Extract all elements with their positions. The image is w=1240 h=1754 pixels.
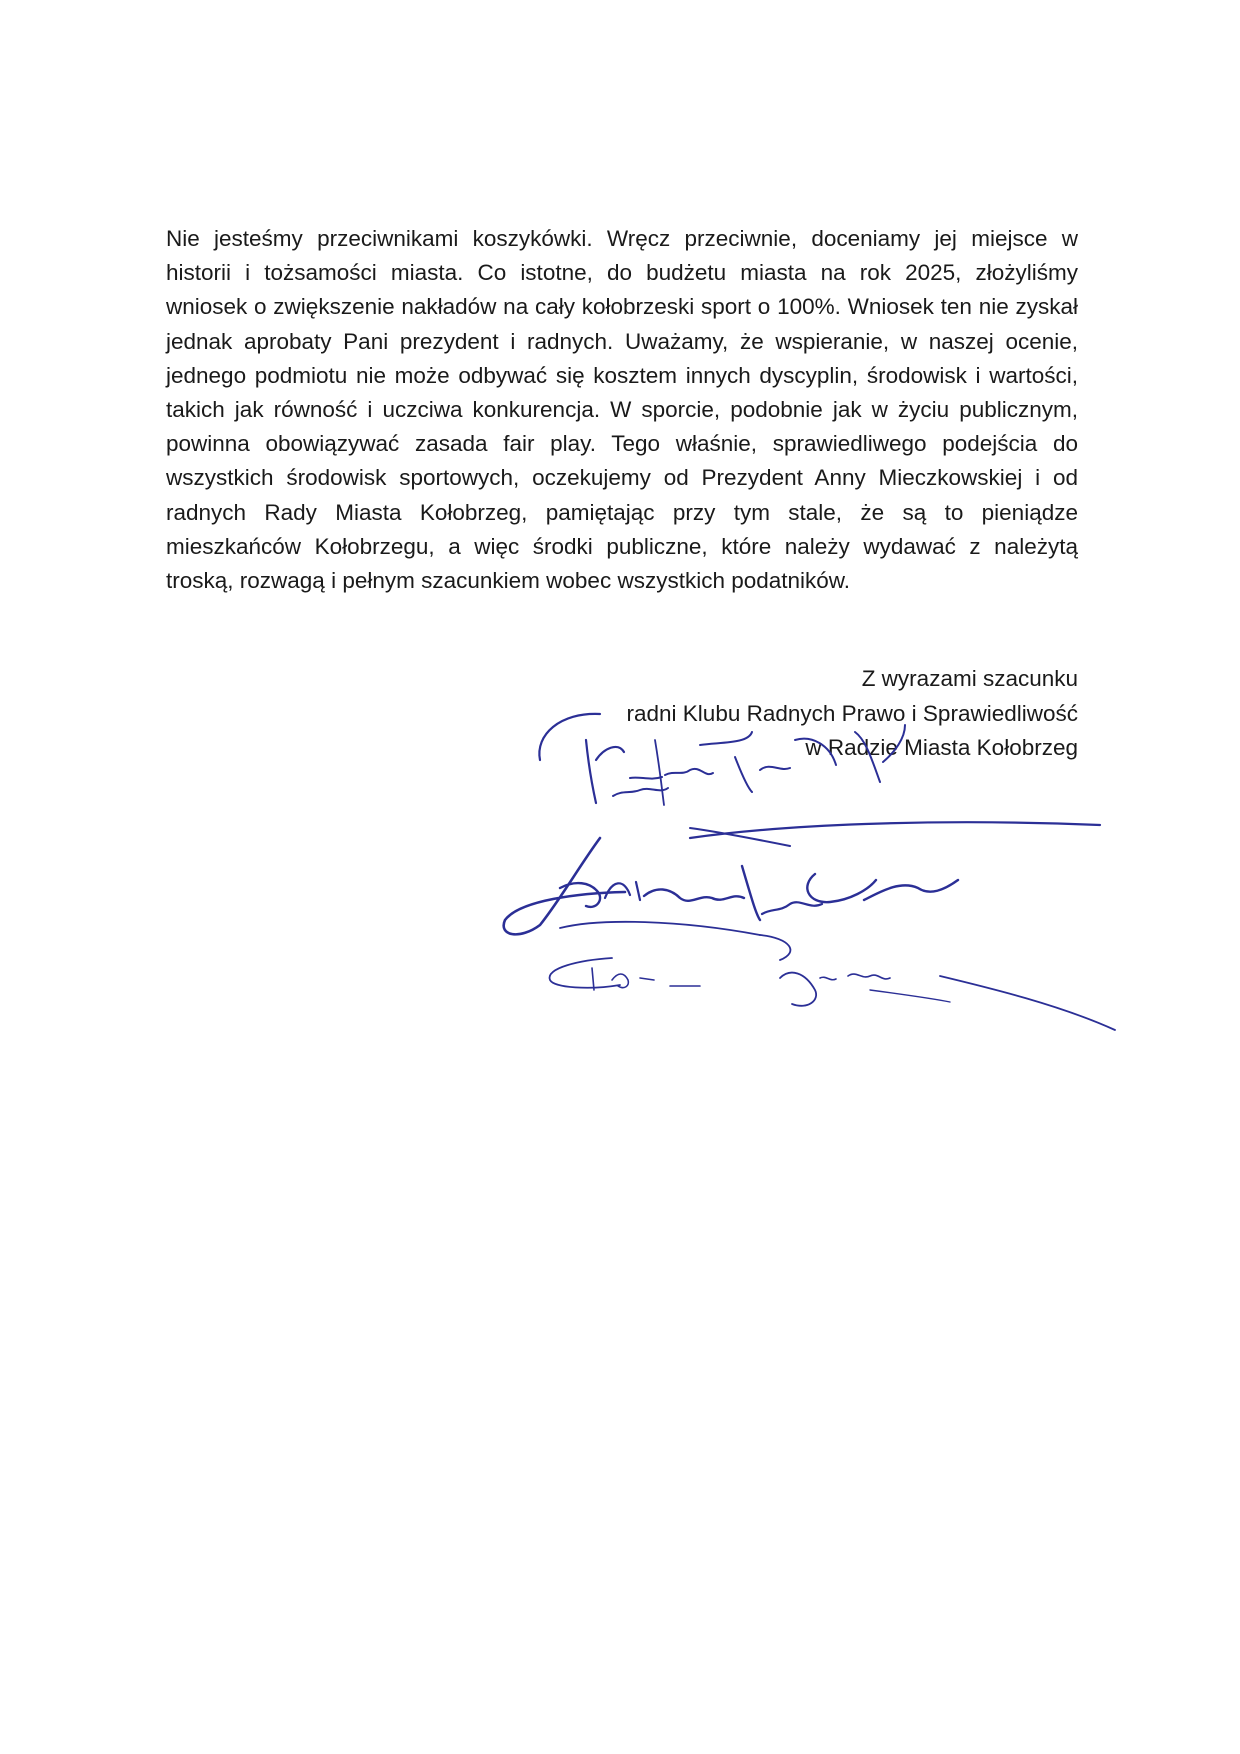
body-line: wszystkich środowisk sportowych, oczekujemy od Prezydent Anny Mieczkowskiej i od bbox=[166, 465, 1078, 491]
closing-signatory-council: w Radzie Miasta Kołobrzeg bbox=[805, 735, 1078, 760]
signature-2 bbox=[504, 828, 958, 934]
body-line: jednak aprobaty Pani prezydent i radnych. Uważamy, że wspieranie, w naszej ocenie, bbox=[166, 328, 1078, 354]
closing-block bbox=[378, 662, 1078, 766]
body-line: jednego podmiotu nie może odbywać się kosztem innych dyscyplin, środowisk i wartości, bbox=[166, 362, 1078, 388]
body-line: Nie jesteśmy przeciwnikami koszykówki. Wręcz przeciwnie, doceniamy jej miejsce w bbox=[166, 226, 1078, 251]
closing-salutation: Z wyrazami szacunku bbox=[861, 666, 1078, 691]
body-line: takich jak równość i uczciwa konkurencja. W sporcie, podobnie jak w życiu publicznym, bbox=[166, 396, 1078, 422]
closing-signatory-club: radni Klubu Radnych Prawo i Sprawiedliwość bbox=[626, 700, 1078, 726]
body-line: historii i tożsamości miasta. Co istotne, do budżetu miasta na rok 2025, złożyliśmy bbox=[166, 260, 1078, 286]
letter-body bbox=[166, 222, 1078, 598]
body-line: radnych Rady Miasta Kołobrzeg, pamiętając przy tym stale, że są to pieniądze bbox=[166, 499, 1078, 525]
body-line: mieszkańców Kołobrzegu, a więc środki publiczne, które należy wydawać z należytą bbox=[166, 533, 1078, 559]
body-line-last: troską, rozwagą i pełnym szacunkiem wobec wszystkich podatników. bbox=[166, 567, 851, 593]
signature-3 bbox=[550, 922, 1115, 1030]
body-line: wniosek o zwiększenie nakładów na cały kołobrzeski sport o 100%. Wniosek ten nie zyskał bbox=[166, 294, 1078, 320]
body-line: powinna obowiązywać zasada fair play. Tego właśnie, sprawiedliwego podejścia do bbox=[166, 431, 1078, 457]
